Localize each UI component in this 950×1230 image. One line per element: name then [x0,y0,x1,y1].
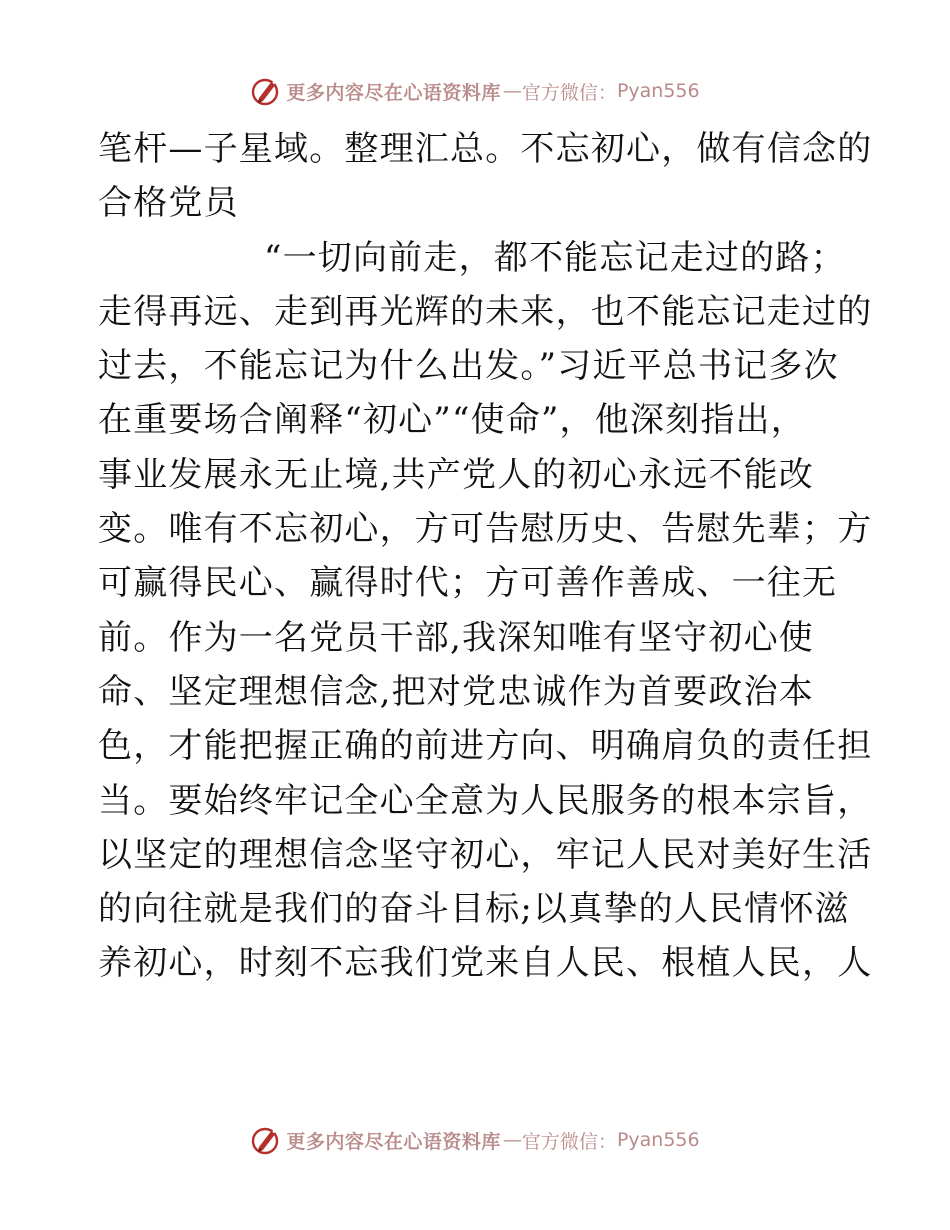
text-line: 事业发展永无止境,共产党人的初心永远不能改 [98,454,815,495]
header-wechat-id: Pyan556 [616,80,700,102]
document-body [98,122,873,991]
text-line: 以坚定的理想信念坚守初心，牢记人民对美好生活 [98,834,873,875]
text-line: 可赢得民心、赢得时代；方可善作善成、一往无 [98,563,838,604]
header-separator: — [502,80,522,102]
text-line: 当。要始终牢记全心全意为人民服务的根本宗旨， [98,780,873,821]
text-line: 合格党员 [98,183,239,224]
text-line: 养初心，时刻不忘我们党来自人民、根植人民，人 [98,943,873,984]
header-banner [0,71,950,111]
footer-promo-text: 更多内容尽在心语资料库 [286,1130,501,1153]
text-line: 命、坚定理想信念,把对党忠诚作为首要政治本 [98,671,815,712]
pen-logo-icon [250,1124,282,1156]
footer-wechat-label: 官方微信： [521,1130,617,1153]
text-line: 色，才能把握正确的前进方向、明确肩负的责任担 [98,726,873,767]
footer-separator: — [502,1129,522,1151]
header-wechat-label: 官方微信： [521,81,617,104]
text-line: 变。唯有不忘初心，方可告慰历史、告慰先辈；方 [98,509,873,550]
footer-wechat-id: Pyan556 [616,1129,700,1151]
text-line: 笔杆—子星域。整理汇总。不忘初心，做有信念的 [98,129,873,169]
pen-logo-icon [250,75,282,107]
text-line: 的向往就是我们的奋斗目标;以真挚的人民情怀滋 [98,889,850,930]
text-line: “一切向前走，都不能忘记走过的路； [264,237,846,278]
footer-banner [0,1120,950,1160]
text-line: 走得再远、走到再光辉的未来，也不能忘记走过的 [98,291,873,332]
header-promo-text: 更多内容尽在心语资料库 [286,81,501,104]
text-line: 前。作为一名党员干部,我深知唯有坚守初心使 [98,617,815,658]
text-line: 在重要场合阐释“初心”“使命”，他深刻指出， [98,400,806,441]
text-line: 过去，不能忘记为什么出发。”习近平总书记多次 [98,346,839,387]
